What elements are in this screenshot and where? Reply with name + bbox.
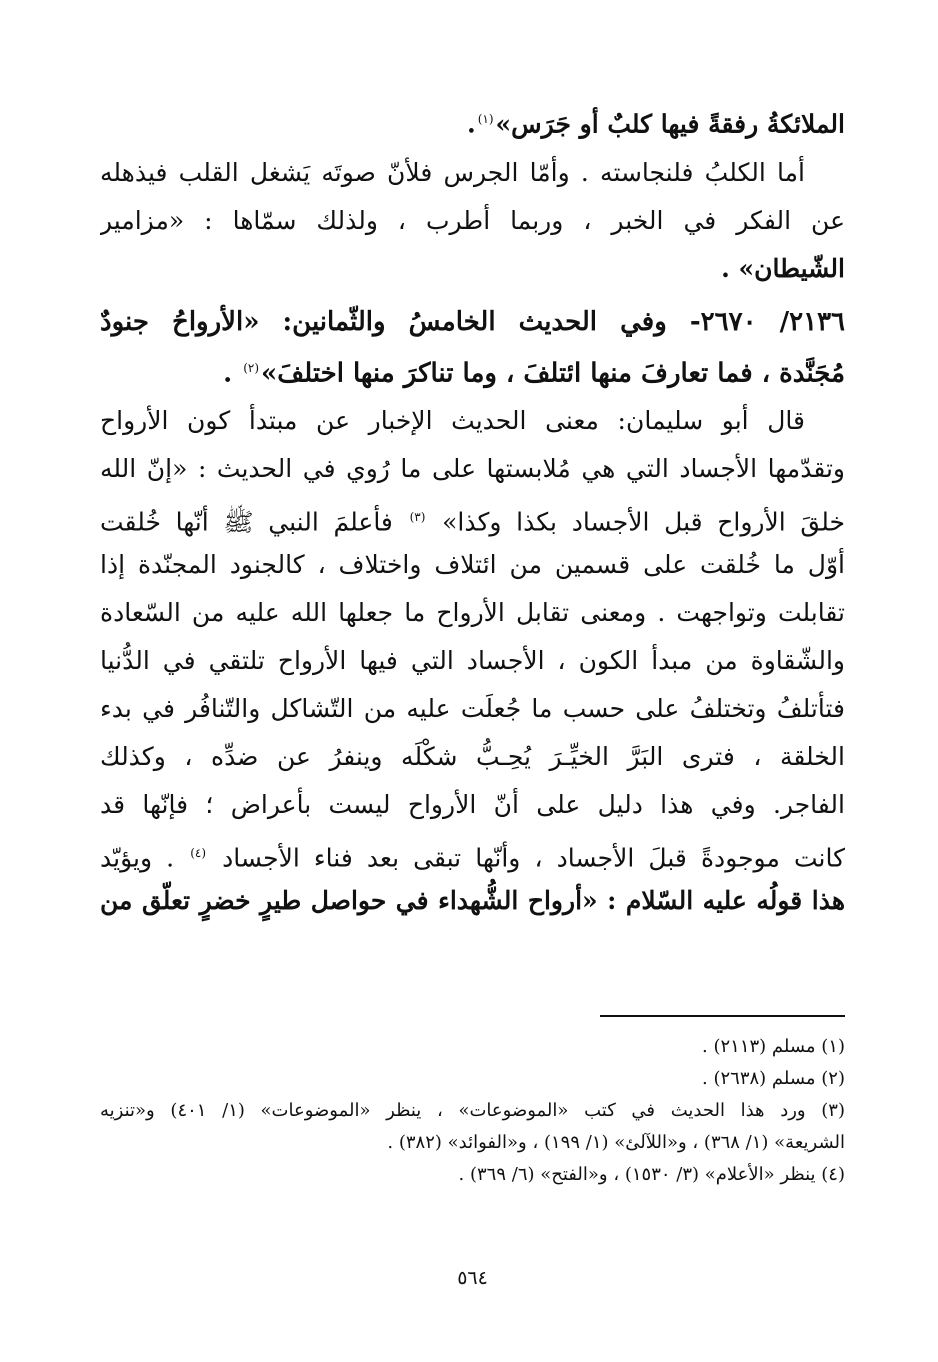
- text-line-3: عن الفكر في الخبر ، وربما أطرب ، ولذلك سمّاها : «مزامير: [100, 206, 845, 235]
- footnote-3-continued: الشريعة» (١/ ٣٦٨) ، و«اللآلئ» (١/ ١٩٩) ، و«الفوائد» (٣٨٢) .: [387, 1132, 845, 1153]
- footnotes: [100, 1031, 845, 1191]
- text-line-12: والشّقاوة من مبدأ الكون ، الأجساد التي فيها الأرواح تلتقي في الدُّنيا: [100, 646, 845, 675]
- footnote-3: (٣) ورد هذا الحديث في كتب «الموضوعات» ، ينظر «الموضوعات» (١/ ٤٠١) و«تنزيه: [100, 1100, 845, 1121]
- text-line-14: الخلقة ، فترى البَرَّ الخيِّـرَ يُحِـبُّ شكْلَه وينفرُ عن ضدِّه ، وكذلك: [100, 742, 845, 771]
- footnote-4: (٤) ينظر «الأعلام» (٣/ ١٥٣٠) ، و«الفتح» (٦/ ٣٦٩) .: [458, 1164, 845, 1185]
- text-line-13: فتأتلفُ وتختلفُ على حسب ما جُعلَت عليه من التّشاكل والتّنافُر في بدء: [100, 694, 845, 723]
- footnote-ref-2[interactable]: (٢): [243, 361, 260, 375]
- text-line-11: تقابلت وتواجهت . ومعنى تقابل الأرواح ما جعلها الله عليه من السّعادة: [100, 598, 845, 627]
- text-line-16: كانت موجودةً قبلَ الأجساد ، وأنّها تبقى بعد فناء الأجساد $^{(٤)}$ . ويؤيّد: [100, 843, 845, 873]
- footnote-2: (٢) مسلم (٢٦٣٨) .: [702, 1068, 845, 1089]
- text-line-9: خلقَ الأرواح قبل الأجساد بكذا وكذا» $^{(٣)}$ فأعلمَ النبي ﷺ أنّها خُلقت: [100, 507, 845, 537]
- page-body: [100, 95, 845, 1289]
- text-line-10: أوّل ما خُلقت على قسمين من ائتلاف واختلاف ، كالجنود المجنّدة إذا: [100, 550, 845, 579]
- footnote-separator: [600, 1015, 845, 1017]
- footnote-1: (١) مسلم (٢١١٣) .: [702, 1036, 845, 1057]
- page-number: ٥٦٤: [457, 1267, 488, 1289]
- text-line-2: أما الكلبُ فلنجاسته . وأمّا الجرس فلأنّ صوتَه يَشغل القلب فيذهله: [100, 158, 805, 187]
- footnote-ref-4[interactable]: (٤): [190, 846, 207, 860]
- hadith-heading-line-1: ٢١٣٦/ ٢٦٧٠- وفي الحديث الخامسُ والثّمانين: «الأرواحُ جنودٌ: [100, 307, 845, 337]
- text-line-7: قال أبو سليمان: معنى الحديث الإخبار عن مبتدأ كون الأرواح: [100, 406, 805, 435]
- footnote-ref-3[interactable]: (٣): [409, 510, 426, 524]
- text-line-4: الشّيطان» .: [721, 254, 845, 283]
- text-line-1: الملائكةُ رفقةً فيها كلبٌ أو جَرَس»$^{(١)}$.: [466, 109, 845, 139]
- footnote-ref-1[interactable]: (١): [477, 112, 494, 126]
- text-line-15: الفاجر. وفي هذا دليل على أنّ الأرواح ليست بأعراض ؛ فإنّها قد: [100, 790, 845, 819]
- text-line-8: وتقدّمها الأجساد التي هي مُلابستها على ما رُوي في الحديث : «إنّ الله: [100, 454, 845, 483]
- text-line-17: هذا قولُه عليه السّلام : «أرواح الشُّهداء في حواصل طيرٍ خضرٍ تعلّق من: [100, 886, 845, 915]
- hadith-heading-line-2: مُجَنَّدة ، فما تعارفَ منها ائتلفَ ، وما تناكرَ منها اختلفَ»$^{(٢)}$ .: [223, 358, 845, 389]
